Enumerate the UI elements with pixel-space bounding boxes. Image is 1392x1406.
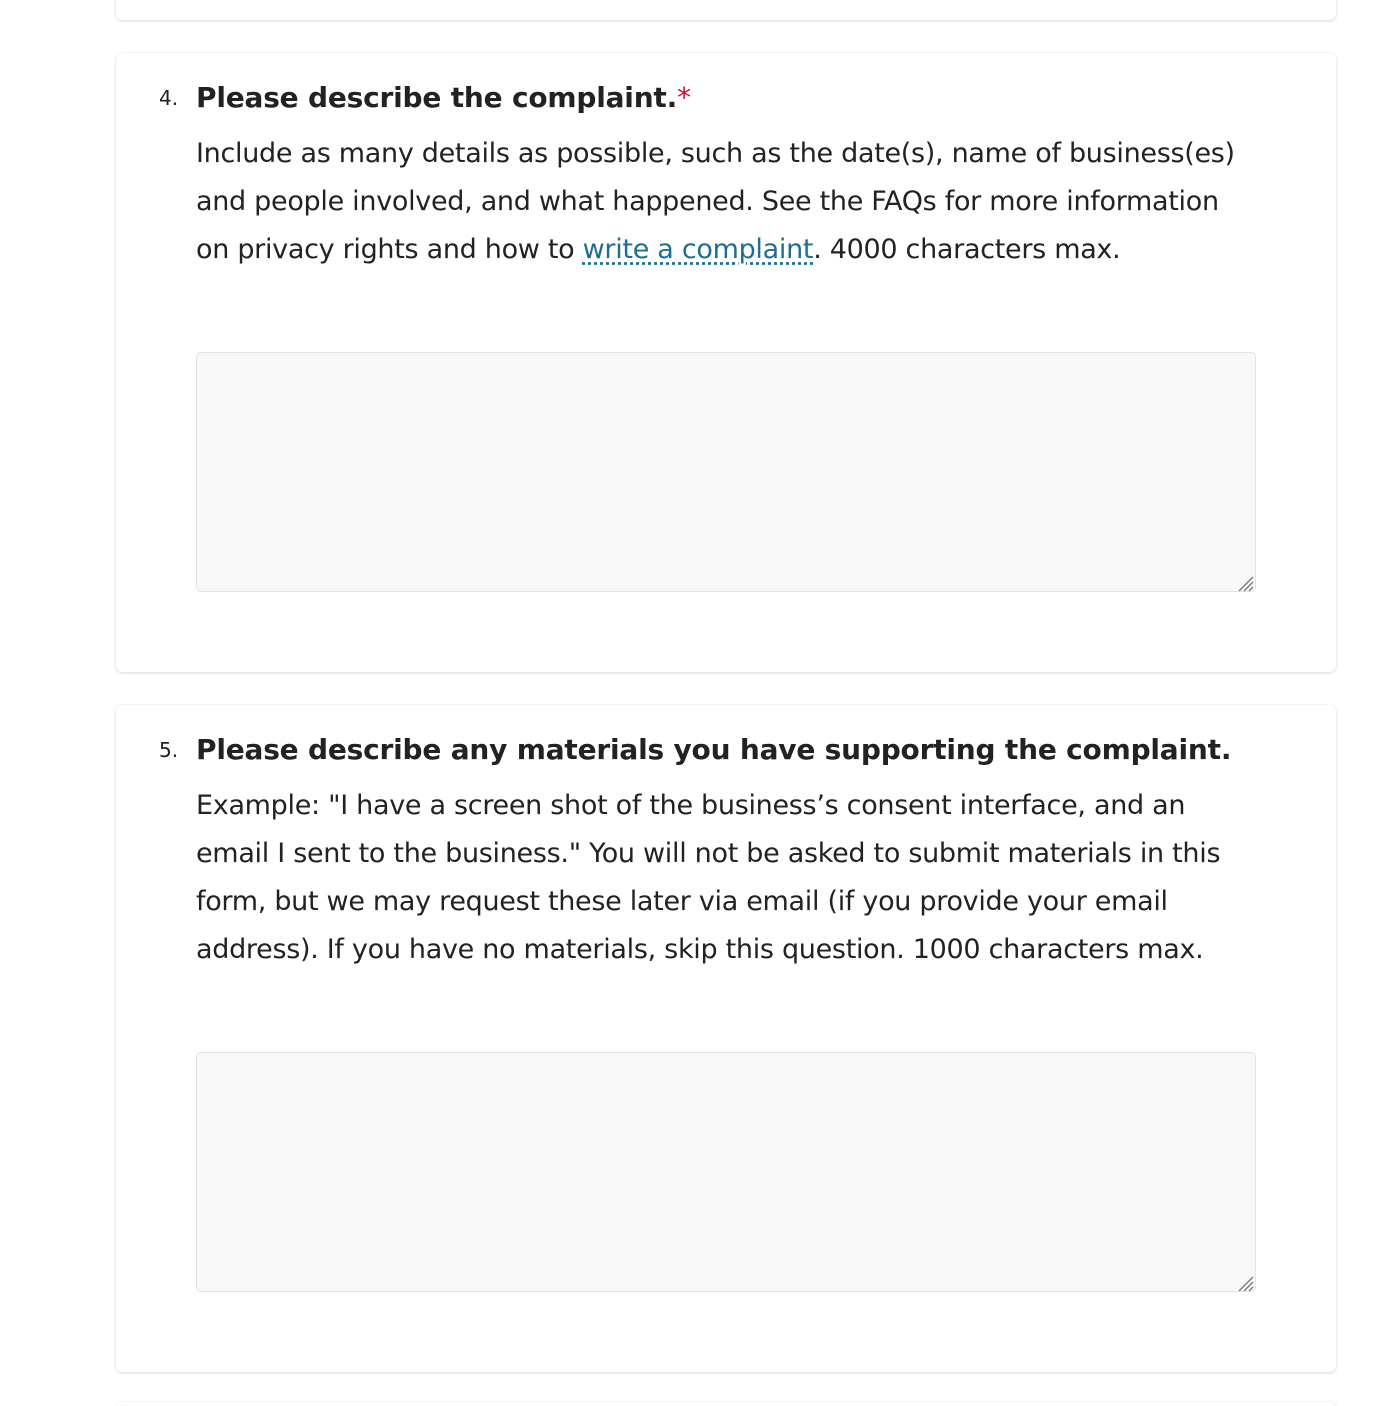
previous-question-card [116,0,1336,20]
complaint-description-textarea[interactable] [196,352,1256,592]
question-number: 4. [159,86,179,110]
supporting-materials-textarea[interactable] [196,1052,1256,1292]
resize-grip-icon[interactable] [1236,1274,1254,1292]
description-text-end: . 4000 characters max. [813,234,1121,265]
question-description: Example: "I have a screen shot of the business’s consent interface, and an email I sent to the business." You will not be asked to submit materials in this form, but we may request these later via email (if you provide your email address). If you have no materials, skip this question. 1000 characters max. [196,790,1221,965]
question-title [196,78,1256,118]
question-body [196,78,1256,274]
question-title-text: Please describe the complaint. [196,81,678,114]
question-card-4 [116,53,1336,672]
next-question-card [116,1402,1336,1406]
description-text: Include as many details as possible, such as the date(s), name of business(es) and people involved, and what happened. See the FAQs for more information on privacy rights and how to [196,138,1235,265]
resize-grip-icon[interactable] [1236,574,1254,592]
question-description [196,130,1256,274]
question-number: 5. [159,738,179,762]
write-complaint-link[interactable]: write a complaint [582,234,814,265]
required-marker: * [677,81,691,114]
question-card-5 [116,705,1336,1372]
question-body [196,730,1256,974]
question-title: Please describe any materials you have supporting the complaint. [196,733,1232,766]
